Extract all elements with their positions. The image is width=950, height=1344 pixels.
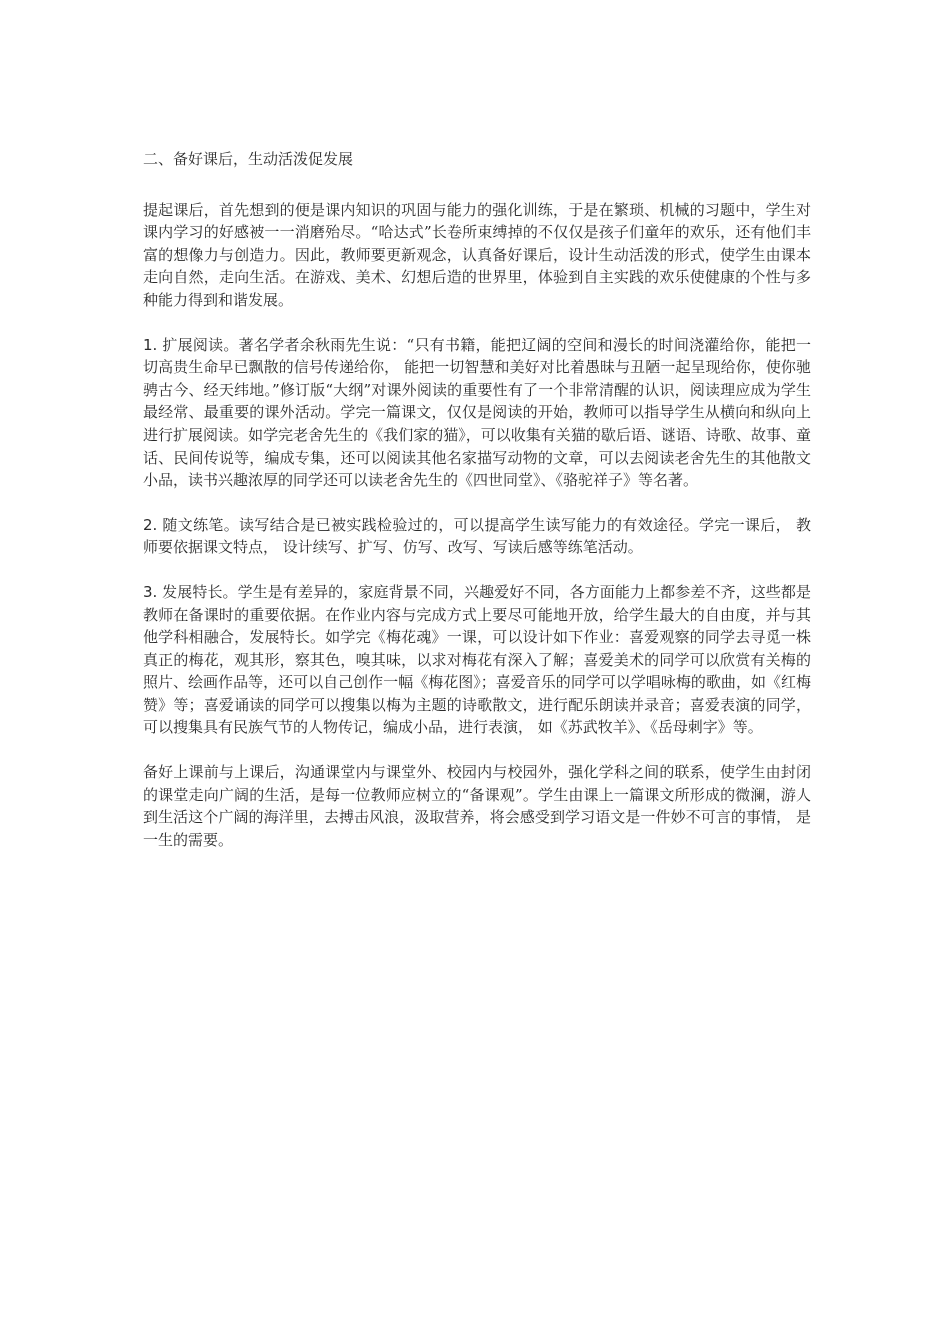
paragraph-text: 发展特长。学生是有差异的，家庭背景不同，兴趣爱好不同，各方面能力上都参差不齐，这些都是教师在备课时的重要依据。在作业内容与完成方式上要尽可能地开放，给学生最大的自由度，并与其他学科相融合，发展特长。如学完《梅花魂》一课，可以设计如下作业：喜爱观察的同学去寻觅一株真正的梅花，观其形，察其色，嗅其味，以求对梅花有深入了解；喜爱美术的同学可以欣赏有关梅的照片、绘画作品等，还可以自己创作一幅《梅花图》；喜爱音乐的同学可以学唱咏梅的歌曲，如《红梅赞》等；喜爱诵读的同学可以搜集以梅为主题的诗歌散文，进行配乐朗读并录音；喜爱表演的同学，可以搜集具有民族气节的人物传记，编成小品，进行表演， 如《苏武牧羊》、《岳母刺字》等。: [143, 582, 811, 737]
item-number: 2.: [143, 515, 158, 534]
item-number: 3.: [143, 582, 158, 601]
paragraph-item-1: [143, 334, 811, 492]
section-heading: 二、备好课后，生动活泼促发展: [143, 150, 354, 168]
paragraph-item-2: [143, 514, 811, 559]
item-number: 1.: [143, 335, 158, 354]
paragraph-text: 扩展阅读。著名学者余秋雨先生说：“只有书籍，能把辽阔的空间和漫长的时间浇灌给你，能把一切高贵生命早已飘散的信号传递给你， 能把一切智慧和美好对比着愚昧与丑陋一起呈现给你，使你驰骋古今、经天纬地。”修订版“大纲”对课外阅读的重要性有了一个非常清醒的认识，阅读理应成为学生最经常、最重要的课外活动。学完一篇课文，仅仅是阅读的开始，教师可以指导学生从横向和纵向上进行扩展阅读。如学完老舍先生的《我们家的猫》，可以收集有关猫的歇后语、谜语、诗歌、故事、童话、民间传说等，编成专集，还可以阅读其他名家描写动物的文章，可以去阅读老舍先生的其他散文小品，读书兴趣浓厚的同学还可以读老舍先生的《四世同堂》、《骆驼祥子》等名著。: [143, 335, 811, 490]
paragraph-text: 备好上课前与上课后，沟通课堂内与课堂外、校园内与校园外，强化学科之间的联系，使学生由封闭的课堂走向广阔的生活，是每一位教师应树立的“备课观”。学生由课上一篇课文所形成的微澜，游人到生活这个广阔的海洋里，去搏击风浪，汲取营养，将会感受到学习语文是一件妙不可言的事情， 是一生的需要。: [143, 763, 811, 849]
paragraph-conclusion: [143, 761, 811, 851]
paragraph-item-3: [143, 581, 811, 739]
paragraph-intro: [143, 199, 811, 312]
paragraph-text: 提起课后，首先想到的便是课内知识的巩固与能力的强化训练，于是在繁琐、机械的习题中，学生对课内学习的好感被一一消磨殆尽。“哈达式”长卷所束缚掉的不仅仅是孩子们童年的欢乐，还有他们丰富的想像力与创造力。因此，教师要更新观念，认真备好课后，设计生动活泼的形式，使学生由课本走向自然，走向生活。在游戏、美术、幻想后造的世界里，体验到自主实践的欢乐使健康的个性与多种能力得到和谐发展。: [143, 200, 811, 309]
paragraph-text: 随文练笔。读写结合是已被实践检验过的，可以提高学生读写能力的有效途径。学完一课后， 教师要依据课文特点， 设计续写、扩写、仿写、改写、写读后感等练笔活动。: [143, 515, 811, 557]
document-page: [143, 148, 811, 873]
